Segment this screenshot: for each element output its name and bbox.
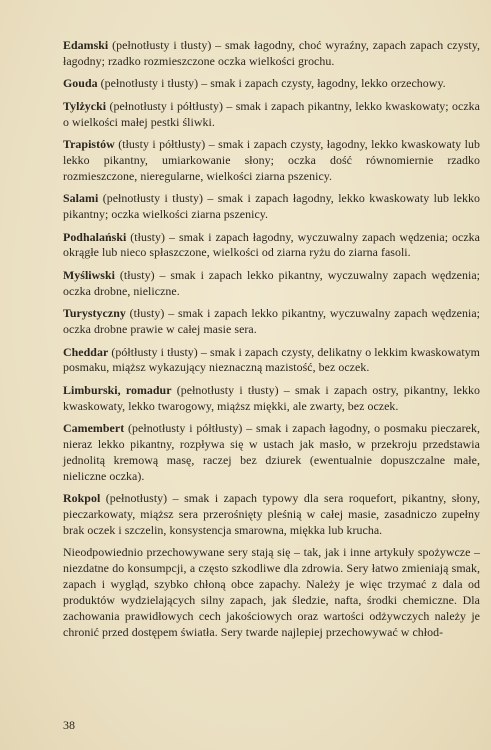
entry-term: Trapistów [63, 137, 115, 152]
entry-description: (pełnotłusty) – smak i zapach typowy dla sera roquefort, pikantny, słony, pieczarkowaty, miąższ sera przerośnięty pleśnią w całej masie, zasadniczo zupełny brak oczek i szczelin, konsystencja smarowna, miękka lub krucha. [63, 491, 480, 538]
closing-section [63, 545, 480, 640]
entry-term: Camembert [63, 421, 125, 436]
entry-description: (pełnotłusty i tłusty) – smak łagodny, choć wyraźny, zapach zapach czysty, łagodny; rzadko rozmieszczone oczka wielkości grochu. [63, 38, 480, 68]
entry-description: (tłusty) – smak i zapach lekko pikantny, wyczuwalny zapach wędzenia; oczka drobne, nieliczne. [63, 267, 480, 298]
entry-camembert [63, 421, 480, 485]
entry-description: (pełnotłusty i tłusty) – smak i zapach łagodny, lekko kwaskowaty lub lekko pikantny; oczka wielkości ziarna pszenicy. [63, 191, 480, 222]
entry-description: (pełnotłusty i półtłusty) – smak i zapach pikantny, lekko kwaskowaty; oczka o wielkości małej pestki śliwki. [63, 98, 480, 129]
entry-trapistow [63, 137, 480, 185]
closing-paragraph: Nieodpowiednio przechowywane sery stają się – tak, jak i inne artykuły spożywcze – niezdatne do konsumpcji, a często szkodliwe dla zdrowia. Sery łatwo zmieniają smak, zapach i wygląd, szybko chłoną obce zapachy. Należy je więc trzymać z dala od produktów wydzielających silny zapach, jak śledzie, nafta, środki chemiczne. Dla zachowania prawidłowych cech jakościowych oraz wartości odżywczych należy je chronić przed dostępem światła. Sery twarde najlepiej przechowywać w chłod- [63, 545, 480, 639]
entry-description: (półtłusty i tłusty) – smak i zapach czysty, delikatny o lekkim kwaskowatym posmaku, miąższ wykazujący nieznaczną mazistość, bez oczek. [63, 344, 480, 375]
entry-term: Cheddar [63, 344, 109, 359]
entry-description: (tłusty) – smak i zapach lekko pikantny, wyczuwalny zapach wędzenia; oczka drobne prawie w całej masie sera. [63, 306, 480, 337]
entry-turystyczny [63, 306, 480, 338]
entry-description: (tłusty i półtłusty) – smak i zapach czysty, łagodny, lekko kwaskowaty lub lekko pikantny, umiarkowanie słony; oczka dość równomiernie rzadko rozmieszczone, nieregularne, wielkości ziarna pszenicy. [63, 137, 480, 183]
entry-term: Salami [63, 191, 99, 206]
entry-podhalanski [63, 230, 480, 262]
page-body [63, 38, 480, 647]
entry-gouda [63, 76, 480, 92]
entry-salami [63, 191, 480, 223]
entry-term: Podhalański [63, 229, 127, 244]
entry-edamski [63, 38, 480, 70]
entry-term: Gouda [63, 76, 98, 91]
entry-description: (pełnotłusty i tłusty) – smak i zapach ostry, pikantny, lekko kwaskowaty, lekko twarogowy, miąższ miękki, ale zwarty, bez oczek. [63, 382, 480, 413]
entry-term: Edamski [63, 38, 109, 52]
entry-term: Myśliwski [63, 267, 115, 282]
entry-term: Limburski, romadur [63, 382, 172, 397]
entry-cheddar [63, 345, 480, 377]
entry-description: (pełnotłusty i półtłusty) – smak i zapach łagodny, o posmaku pieczarek, nieraz lekko pikantny, rozpływa się w ustach jak masło, w przekroju przedstawia jednolitą kremową masę, raczej bez dziurek (ewentualnie dopuszczalne małe, nieliczne oczka). [63, 421, 480, 483]
entry-mysliwski [63, 268, 480, 300]
entry-rokpol [63, 491, 480, 539]
entry-tylzycki [63, 99, 480, 131]
entry-term: Rokpol [63, 491, 101, 506]
entry-limburski [63, 383, 480, 415]
entry-description: (pełnotłusty i tłusty) – smak i zapach czysty, łagodny, lekko orzechowy. [97, 76, 446, 91]
entry-term: Tylżycki [63, 98, 107, 113]
page-number: 38 [63, 718, 75, 732]
entry-description: (tłusty) – smak i zapach łagodny, wyczuwalny zapach wędzenia; oczka okrągłe lub nieco spłaszczone, wielkości od ziarna ryżu do ziarna fasoli. [63, 229, 480, 260]
entry-term: Turystyczny [63, 306, 126, 321]
